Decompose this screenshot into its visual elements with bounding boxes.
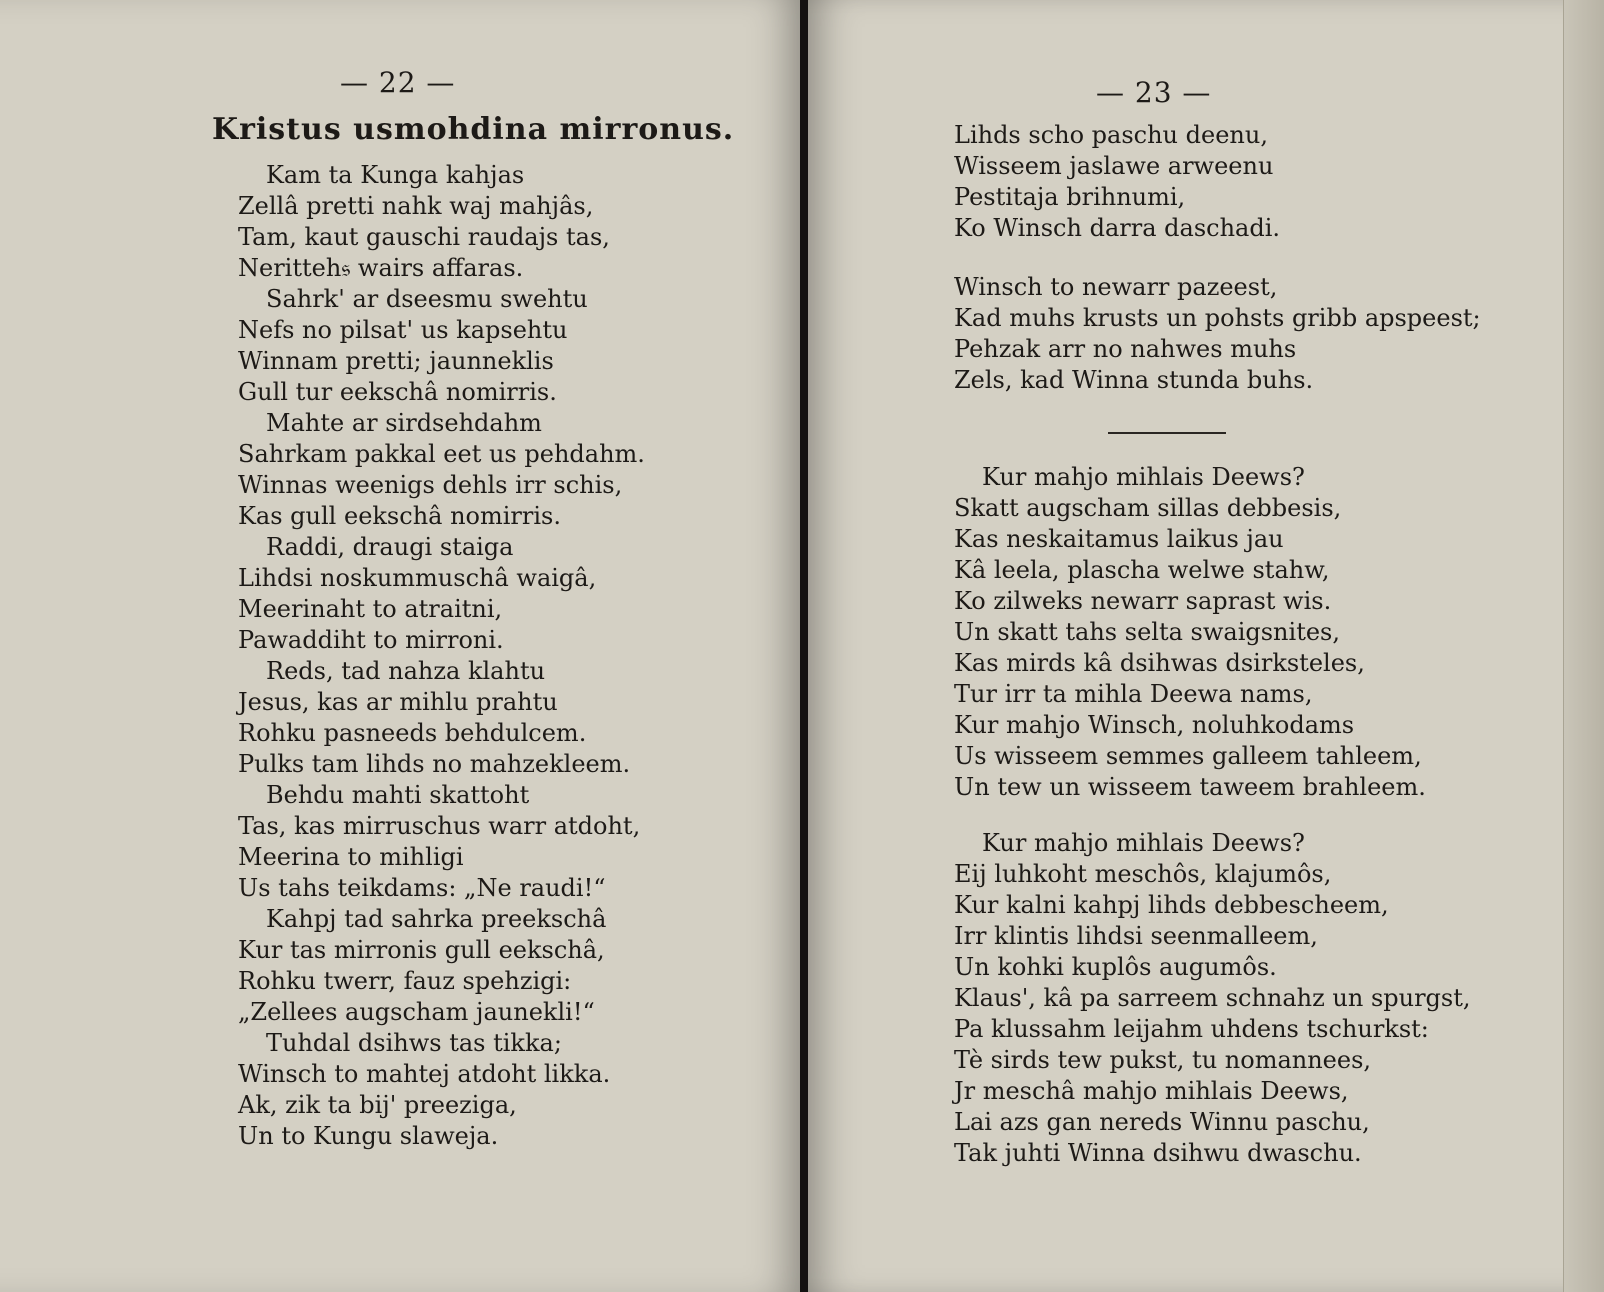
poem-line: Skatt augscham sillas debbesis, [954,494,1342,522]
poem-line: Nefs no pilsat' us kapsehtu [238,316,568,344]
poem-line: Tur irr ta mihla Deewa nams, [954,680,1313,708]
poem-line: Jr meschâ mahjo mihlais Deews, [954,1077,1349,1105]
poem-line: Mahte ar sirdsehdahm [266,409,542,437]
poem-line: Lihdsi noskummuschâ waigâ, [238,564,597,592]
stanza-3 [954,462,1426,803]
poem-lines-left [238,160,645,1152]
poem-line: Kas gull eekschâ nomirris. [238,502,561,530]
poem-line: Un kohki kuplôs augumôs. [954,953,1277,981]
poem-line: Ko Winsch darra daschadi. [954,214,1281,242]
poem-line: Tak juhti Winna dsihwu dwaschu. [954,1139,1362,1167]
poem-line: Kam ta Kunga kahjas [266,161,525,189]
section-divider [1108,432,1226,434]
poem-line: Rohku twerr, fauz spehzigi: [238,967,572,995]
poem-line: Tè sirds tew pukst, tu nomannees, [954,1046,1372,1074]
poem-line: Klaus', kâ pa sarreem schnahz un spurgst, [954,984,1471,1012]
poem-line: Lihds scho paschu deenu, [954,121,1268,149]
right-page [808,0,1604,1292]
page-number-right: — 23 — [1096,76,1212,109]
poem-line: Kur kalni kahpj lihds debbescheem, [954,891,1389,919]
poem-line: Tuhdal dsihws tas tikka; [266,1029,562,1057]
poem-line: Kur mahjo mihlais Deews? [982,463,1305,491]
poem-line: Kâ leela, plascha welwe stahw, [954,556,1330,584]
poem-line: Tas, kas mirruschus warr atdoht, [238,812,641,840]
stanza-2 [954,272,1481,396]
poem-line: Kur mahjo Winsch, noluhkodams [954,711,1355,739]
poem-line: „Zellees augscham jaunekli!“ [238,998,595,1026]
poem-line: Un to Kungu slaweja. [238,1122,499,1150]
poem-line: Wisseem jaslawe arweenu [954,152,1274,180]
poem-line: Zellâ pretti nahk waj mahjâs, [238,192,594,220]
book-gutter [800,0,808,1292]
poem-line: Sahrk' ar dseesmu swehtu [266,285,588,313]
poem-line: Lai azs gan nereds Winnu paschu, [954,1108,1370,1136]
poem-line: Kur tas mirronis gull eekschâ, [238,936,605,964]
poem-line: Us tahs teikdams: „Ne raudi!“ [238,874,606,902]
poem-line: Reds, tad nahza klahtu [266,657,546,685]
poem-line: Meerina to mihligi [238,843,464,871]
poem-line: Pestitaja brihnumi, [954,183,1186,211]
poem-line: Pulks tam lihds no mahzekleem. [238,750,631,778]
poem-line: Ak, zik ta bij' preeziga, [238,1091,517,1119]
poem-line: Winsch to mahtej atdoht likka. [238,1060,611,1088]
poem-line: Kad muhs krusts un pohsts gribb apspeest; [954,304,1481,332]
poem-line: Rohku pasneeds behdulcem. [238,719,587,747]
stanza-1 [954,120,1280,244]
poem-line: Winnam pretti; jaunneklis [238,347,554,375]
poem-line: Winsch to newarr pazeest, [954,273,1278,301]
poem-line: Un tew un wisseem taweem brahleem. [954,773,1426,801]
poem-line: Kas neskaitamus laikus jau [954,525,1284,553]
poem-line: Raddi, draugi staiga [266,533,514,561]
poem-line: Kur mahjo mihlais Deews? [982,829,1305,857]
poem-line: Behdu mahti skattoht [266,781,530,809]
poem-line: Jesus, kas ar mihlu prahtu [238,688,558,716]
poem-line: Un skatt tahs selta swaigsnites, [954,618,1340,646]
poem-line: Pawaddiht to mirroni. [238,626,504,654]
poem-line: Irr klintis lihdsi seenmalleem, [954,922,1318,950]
poem-line: Pa klussahm leijahm uhdens tschurkst: [954,1015,1429,1043]
poem-line: Gull tur eekschâ nomirris. [238,378,557,406]
poem-line: Tam, kaut gauschi raudajs tas, [238,223,610,251]
left-page [0,0,800,1292]
poem-line: Sahrkam pakkal eet us pehdahm. [238,440,645,468]
poem-line: Ko zilweks newarr saprast wis. [954,587,1332,615]
poem-line: Winnas weenigs dehls irr schis, [238,471,623,499]
poem-line: Kas mirds kâ dsihwas dsirksteles, [954,649,1365,677]
poem-line: Kahpj tad sahrka preekschâ [266,905,607,933]
page-edge [1563,0,1604,1292]
stanza-4 [954,828,1471,1169]
poem-line: Pehzak arr no nahwes muhs [954,335,1297,363]
poem-line: Neritteh𝔰 wairs affaras. [238,254,524,282]
poem-line: Zels, kad Winna stunda buhs. [954,366,1314,394]
poem-line: Us wisseem semmes galleem tahleem, [954,742,1422,770]
poem-line: Eij luhkoht meschôs, klajumôs, [954,860,1332,888]
poem-line: Meerinaht to atraitni, [238,595,503,623]
page-number-left: — 22 — [340,66,456,99]
poem-title: Kristus usmohdina mirronus. [212,112,735,147]
